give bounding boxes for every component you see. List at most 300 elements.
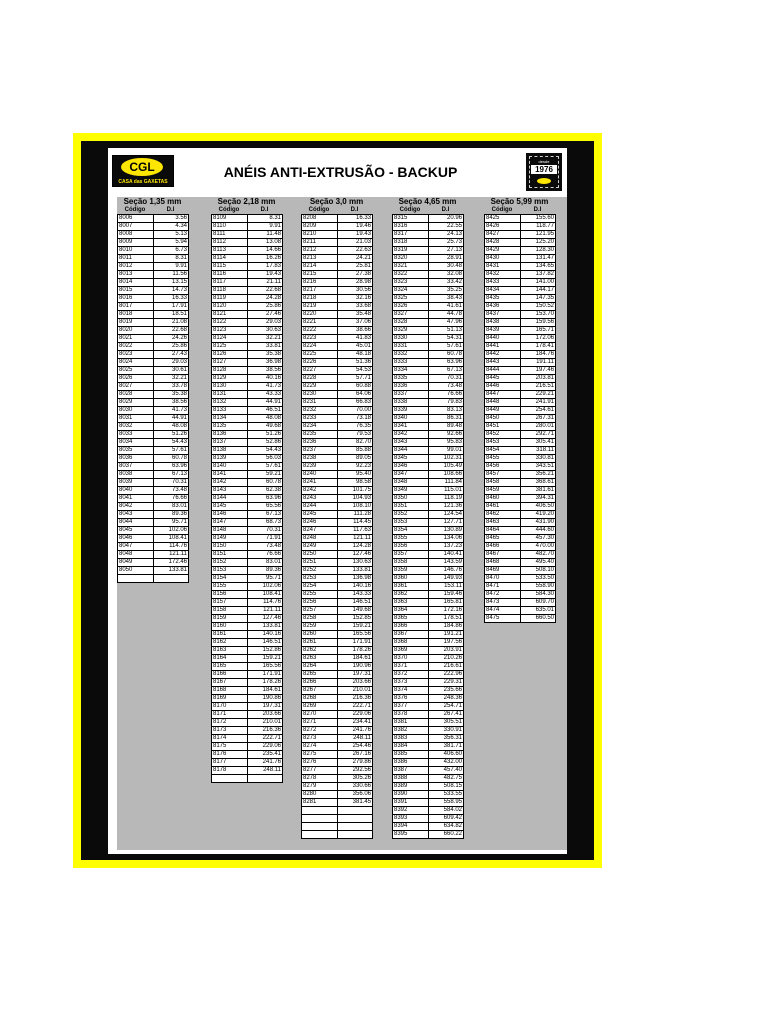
table-row (212, 559, 283, 567)
table-row (393, 575, 464, 583)
inner-diameter-cell: 95.83 (429, 439, 464, 447)
table-row (212, 271, 283, 279)
part-code-cell: 8373 (393, 679, 429, 687)
part-code-cell: 8140 (212, 463, 248, 471)
inner-diameter-cell: 147.35 (521, 295, 556, 303)
inner-diameter-cell: 159.21 (338, 623, 373, 631)
inner-diameter-cell: 92.23 (338, 463, 373, 471)
section-column-5 (484, 197, 555, 623)
part-code-cell: 8453 (485, 439, 521, 447)
inner-diameter-cell: 235.66 (429, 687, 464, 695)
table-row (118, 471, 189, 479)
part-code-cell: 8012 (118, 263, 154, 271)
part-code-cell: 8229 (302, 383, 338, 391)
part-code-cell: 8445 (485, 375, 521, 383)
table-row (212, 439, 283, 447)
part-code-cell: 8427 (485, 231, 521, 239)
table-row (302, 239, 373, 247)
table-row (118, 399, 189, 407)
part-code-cell: 8441 (485, 343, 521, 351)
inner-diameter-cell: 118.19 (429, 495, 464, 503)
table-row (393, 319, 464, 327)
inner-diameter-cell: 241.76 (338, 727, 373, 735)
part-code-cell: 8149 (212, 535, 248, 543)
inner-diameter-cell: 203.81 (521, 375, 556, 383)
part-code-cell: 8431 (485, 263, 521, 271)
part-code-cell: 8248 (302, 535, 338, 543)
part-code-cell: 8122 (212, 319, 248, 327)
inner-diameter-cell: 5.13 (154, 231, 189, 239)
part-code-cell: 8150 (212, 543, 248, 551)
part-code-cell: 8425 (485, 215, 521, 223)
inner-diameter-cell: 118.77 (521, 223, 556, 231)
table-row (393, 735, 464, 743)
part-code-cell: 8156 (212, 591, 248, 599)
inner-diameter-cell: 248.11 (338, 735, 373, 743)
table-row (393, 831, 464, 839)
inner-diameter-cell: 203.66 (248, 711, 283, 719)
table-row (302, 343, 373, 351)
inner-diameter-cell: 95.71 (248, 575, 283, 583)
empty-cell (118, 575, 154, 583)
part-code-cell: 8474 (485, 607, 521, 615)
part-code-cell: 8121 (212, 311, 248, 319)
table-row (485, 447, 556, 455)
part-code-cell: 8390 (393, 791, 429, 799)
inner-diameter-cell: 191.21 (429, 631, 464, 639)
inner-diameter-cell: 381.61 (521, 487, 556, 495)
table-row (393, 559, 464, 567)
inner-diameter-cell: 47.96 (429, 319, 464, 327)
part-code-cell: 8208 (302, 215, 338, 223)
table-row (485, 391, 556, 399)
part-code-cell: 8048 (118, 551, 154, 559)
inner-diameter-cell: 108.41 (154, 535, 189, 543)
part-code-cell: 8382 (393, 727, 429, 735)
inner-diameter-cell: 210.01 (248, 719, 283, 727)
table-row (302, 311, 373, 319)
seal-desde: desde (538, 159, 550, 164)
inner-diameter-cell: 38.56 (248, 367, 283, 375)
inner-diameter-cell: 48.18 (338, 351, 373, 359)
inner-diameter-cell: 470.00 (521, 543, 556, 551)
inner-diameter-cell: 190.96 (338, 663, 373, 671)
inner-diameter-cell: 27.46 (248, 311, 283, 319)
table-row (302, 439, 373, 447)
table-row (393, 511, 464, 519)
inner-diameter-cell: 159.46 (429, 591, 464, 599)
part-code-cell: 8349 (393, 487, 429, 495)
inner-diameter-cell: 197.31 (248, 703, 283, 711)
part-code-cell: 8019 (118, 319, 154, 327)
part-code-cell: 8139 (212, 455, 248, 463)
inner-diameter-cell: 83.13 (429, 407, 464, 415)
empty-cell (338, 815, 373, 823)
section-table (392, 214, 464, 839)
part-code-cell: 8448 (485, 399, 521, 407)
part-code-cell: 8319 (393, 247, 429, 255)
inner-diameter-cell: 13.08 (248, 239, 283, 247)
part-code-cell: 8439 (485, 327, 521, 335)
table-row (302, 359, 373, 367)
inner-diameter-cell: 406.50 (521, 503, 556, 511)
table-row (302, 639, 373, 647)
part-code-cell: 8225 (302, 351, 338, 359)
inner-diameter-cell: 267.16 (338, 751, 373, 759)
part-code-cell: 8264 (302, 663, 338, 671)
inner-diameter-cell: 457.30 (521, 535, 556, 543)
table-row (393, 231, 464, 239)
part-code-cell: 8325 (393, 295, 429, 303)
table-row (485, 231, 556, 239)
part-code-cell: 8148 (212, 527, 248, 535)
inner-diameter-cell: 121.11 (248, 607, 283, 615)
part-code-cell: 8464 (485, 527, 521, 535)
inner-diameter-cell: 203.66 (338, 679, 373, 687)
table-row (302, 767, 373, 775)
part-code-cell: 8426 (485, 223, 521, 231)
inner-diameter-cell: 65.56 (248, 503, 283, 511)
inner-diameter-cell: 21.03 (338, 239, 373, 247)
part-code-cell: 8120 (212, 303, 248, 311)
di-header: D.I (441, 207, 450, 213)
part-code-cell: 8351 (393, 503, 429, 511)
inner-diameter-cell: 124.54 (429, 511, 464, 519)
part-code-cell: 8430 (485, 255, 521, 263)
part-code-cell: 8467 (485, 551, 521, 559)
part-code-cell: 8268 (302, 695, 338, 703)
table-row (302, 383, 373, 391)
inner-diameter-cell: 28.91 (429, 255, 464, 263)
table-row (393, 487, 464, 495)
part-code-cell: 8363 (393, 599, 429, 607)
table-row (393, 815, 464, 823)
inner-diameter-cell: 89.05 (338, 455, 373, 463)
table-row (302, 351, 373, 359)
table-row (302, 303, 373, 311)
part-code-cell: 8437 (485, 311, 521, 319)
inner-diameter-cell: 210.01 (338, 687, 373, 695)
table-row (302, 543, 373, 551)
inner-diameter-cell: 368.61 (521, 479, 556, 487)
inner-diameter-cell: 229.31 (429, 679, 464, 687)
inner-diameter-cell: 172.06 (521, 335, 556, 343)
table-row (393, 423, 464, 431)
table-row (393, 279, 464, 287)
inner-diameter-cell: 66.83 (338, 399, 373, 407)
table-row (302, 751, 373, 759)
inner-diameter-cell: 609.70 (521, 599, 556, 607)
part-code-cell: 8023 (118, 351, 154, 359)
inner-diameter-cell: 184.61 (338, 655, 373, 663)
part-code-cell: 8045 (118, 527, 154, 535)
inner-diameter-cell: 533.55 (429, 791, 464, 799)
table-row (393, 823, 464, 831)
part-code-cell: 8344 (393, 447, 429, 455)
table-row (485, 559, 556, 567)
inner-diameter-cell: 318.11 (521, 447, 556, 455)
part-code-cell: 8014 (118, 279, 154, 287)
part-code-cell: 8249 (302, 543, 338, 551)
inner-diameter-cell: 67.13 (429, 367, 464, 375)
part-code-cell: 8259 (302, 623, 338, 631)
inner-diameter-cell: 241.91 (521, 399, 556, 407)
part-code-cell: 8228 (302, 375, 338, 383)
inner-diameter-cell: 178.26 (338, 647, 373, 655)
part-code-cell: 8142 (212, 479, 248, 487)
table-row (302, 711, 373, 719)
part-code-cell: 8458 (485, 479, 521, 487)
table-row (212, 671, 283, 679)
part-code-cell: 8047 (118, 543, 154, 551)
di-header: D.I (260, 207, 269, 213)
table-row (393, 791, 464, 799)
di-header: D.I (350, 207, 359, 213)
inner-diameter-cell: 18.51 (154, 311, 189, 319)
inner-diameter-cell: 24.26 (154, 335, 189, 343)
table-row (118, 551, 189, 559)
inner-diameter-cell: 22.68 (154, 327, 189, 335)
table-row (302, 255, 373, 263)
table-row (485, 311, 556, 319)
table-row (302, 455, 373, 463)
table-row (118, 239, 189, 247)
inner-diameter-cell: 44.91 (154, 415, 189, 423)
part-code-cell: 8338 (393, 399, 429, 407)
table-row (212, 359, 283, 367)
inner-diameter-cell: 584.02 (429, 807, 464, 815)
inner-diameter-cell: 17.83 (248, 263, 283, 271)
table-row (302, 215, 373, 223)
table-row (485, 519, 556, 527)
table-row (393, 687, 464, 695)
inner-diameter-cell: 178.26 (248, 679, 283, 687)
part-code-cell: 8137 (212, 439, 248, 447)
inner-diameter-cell: 32.08 (429, 271, 464, 279)
empty-cell (302, 807, 338, 815)
inner-diameter-cell: 431.90 (521, 519, 556, 527)
inner-diameter-cell: 134.06 (429, 535, 464, 543)
part-code-cell: 8050 (118, 567, 154, 575)
part-code-cell: 8330 (393, 335, 429, 343)
table-row (212, 727, 283, 735)
inner-diameter-cell: 144.17 (521, 287, 556, 295)
table-row (302, 223, 373, 231)
inner-diameter-cell: 482.70 (521, 551, 556, 559)
code-header: Código (218, 207, 240, 213)
table-row (302, 479, 373, 487)
table-row (212, 591, 283, 599)
inner-diameter-cell: 140.41 (429, 551, 464, 559)
part-code-cell: 8462 (485, 511, 521, 519)
inner-diameter-cell: 33.78 (154, 383, 189, 391)
inner-diameter-cell: 457.40 (429, 767, 464, 775)
column-subheader (301, 207, 372, 214)
inner-diameter-cell: 25.81 (338, 263, 373, 271)
table-row (118, 319, 189, 327)
part-code-cell: 8256 (302, 599, 338, 607)
inner-diameter-cell: 660.22 (429, 831, 464, 839)
table-row (485, 511, 556, 519)
inner-diameter-cell: 35.38 (154, 391, 189, 399)
part-code-cell: 8468 (485, 559, 521, 567)
part-code-cell: 8357 (393, 551, 429, 559)
inner-diameter-cell: 79.83 (429, 399, 464, 407)
table-row (393, 807, 464, 815)
inner-diameter-cell: 33.42 (429, 279, 464, 287)
table-row (393, 303, 464, 311)
table-row (393, 367, 464, 375)
table-row (393, 759, 464, 767)
part-code-cell: 8392 (393, 807, 429, 815)
table-row (393, 639, 464, 647)
table-row (393, 351, 464, 359)
part-code-cell: 8223 (302, 335, 338, 343)
inner-diameter-cell: 37.06 (338, 319, 373, 327)
part-code-cell: 8136 (212, 431, 248, 439)
table-row (302, 623, 373, 631)
inner-diameter-cell: 197.56 (429, 639, 464, 647)
inner-diameter-cell: 41.73 (154, 407, 189, 415)
inner-diameter-cell: 155.60 (521, 215, 556, 223)
table-row (485, 335, 556, 343)
table-row (485, 551, 556, 559)
part-code-cell: 8123 (212, 327, 248, 335)
table-row (302, 263, 373, 271)
table-row (212, 399, 283, 407)
part-code-cell: 8171 (212, 711, 248, 719)
table-row (118, 263, 189, 271)
inner-diameter-cell: 73.18 (338, 415, 373, 423)
inner-diameter-cell: 115.01 (429, 487, 464, 495)
inner-diameter-cell: 19.43 (338, 231, 373, 239)
inner-diameter-cell: 330.66 (338, 783, 373, 791)
inner-diameter-cell: 102.06 (154, 527, 189, 535)
inner-diameter-cell: 153.70 (521, 311, 556, 319)
inner-diameter-cell: 127.71 (429, 519, 464, 527)
inner-diameter-cell: 558.95 (429, 799, 464, 807)
table-row (212, 311, 283, 319)
code-header: Código (124, 207, 146, 213)
table-row (302, 615, 373, 623)
table-row (118, 535, 189, 543)
part-code-cell: 8116 (212, 271, 248, 279)
inner-diameter-cell: 305.41 (521, 439, 556, 447)
column-subheader (211, 207, 282, 214)
part-code-cell: 8341 (393, 423, 429, 431)
inner-diameter-cell: 54.31 (429, 335, 464, 343)
part-code-cell: 8034 (118, 439, 154, 447)
part-code-cell: 8035 (118, 447, 154, 455)
inner-diameter-cell: 635.01 (521, 607, 556, 615)
inner-diameter-cell: 634.82 (429, 823, 464, 831)
table-row (118, 215, 189, 223)
part-code-cell: 8340 (393, 415, 429, 423)
inner-diameter-cell: 63.96 (429, 359, 464, 367)
table-row (118, 327, 189, 335)
table-row (212, 487, 283, 495)
part-code-cell: 8134 (212, 415, 248, 423)
inner-diameter-cell: 330.91 (429, 727, 464, 735)
column-subheader (392, 207, 463, 214)
part-code-cell: 8147 (212, 519, 248, 527)
section-heading: Seção 5,99 mm (490, 197, 549, 206)
table-row (302, 679, 373, 687)
inner-diameter-cell: 121.11 (338, 535, 373, 543)
table-row (485, 455, 556, 463)
part-code-cell: 8323 (393, 279, 429, 287)
section-heading: Seção 3,0 mm (309, 197, 364, 206)
inner-diameter-cell: 127.46 (248, 615, 283, 623)
table-row (118, 367, 189, 375)
part-code-cell: 8044 (118, 519, 154, 527)
table-row (212, 327, 283, 335)
inner-diameter-cell: 130.89 (429, 527, 464, 535)
inner-diameter-cell: 35.48 (338, 311, 373, 319)
part-code-cell: 8135 (212, 423, 248, 431)
inner-diameter-cell: 70.00 (338, 407, 373, 415)
part-code-cell: 8438 (485, 319, 521, 327)
part-code-cell: 8168 (212, 687, 248, 695)
part-code-cell: 8394 (393, 823, 429, 831)
table-row (212, 263, 283, 271)
inner-diameter-cell: 104.93 (338, 495, 373, 503)
part-code-cell: 8348 (393, 479, 429, 487)
table-row (118, 271, 189, 279)
table-row (212, 375, 283, 383)
table-row (393, 703, 464, 711)
part-code-cell: 8112 (212, 239, 248, 247)
table-row (302, 791, 373, 799)
part-code-cell: 8251 (302, 559, 338, 567)
inner-diameter-cell: 558.90 (521, 583, 556, 591)
part-code-cell: 8260 (302, 631, 338, 639)
inner-diameter-cell: 178.51 (429, 615, 464, 623)
table-row (302, 655, 373, 663)
inner-diameter-cell: 114.76 (248, 599, 283, 607)
part-code-cell: 8013 (118, 271, 154, 279)
part-code-cell: 8376 (393, 695, 429, 703)
inner-diameter-cell: 165.56 (248, 663, 283, 671)
section-heading: Seção 2,18 mm (217, 197, 276, 206)
table-row (393, 591, 464, 599)
table-row (302, 271, 373, 279)
inner-diameter-cell: 13.15 (154, 279, 189, 287)
part-code-cell: 8017 (118, 303, 154, 311)
inner-diameter-cell: 140.16 (338, 583, 373, 591)
table-row (118, 247, 189, 255)
table-row (485, 407, 556, 415)
part-code-cell: 8434 (485, 287, 521, 295)
inner-diameter-cell: 229.06 (338, 711, 373, 719)
inner-diameter-cell: 660.50 (521, 615, 556, 623)
table-row (485, 487, 556, 495)
inner-diameter-cell: 381.45 (338, 799, 373, 807)
table-row (393, 311, 464, 319)
inner-diameter-cell: 48.08 (154, 423, 189, 431)
part-code-cell: 8145 (212, 503, 248, 511)
part-code-cell: 8157 (212, 599, 248, 607)
table-row (393, 359, 464, 367)
table-row (485, 303, 556, 311)
table-row (118, 375, 189, 383)
table-row (393, 631, 464, 639)
table-row (302, 551, 373, 559)
table-row (485, 383, 556, 391)
table-row (393, 447, 464, 455)
table-row (485, 599, 556, 607)
table-row (485, 375, 556, 383)
